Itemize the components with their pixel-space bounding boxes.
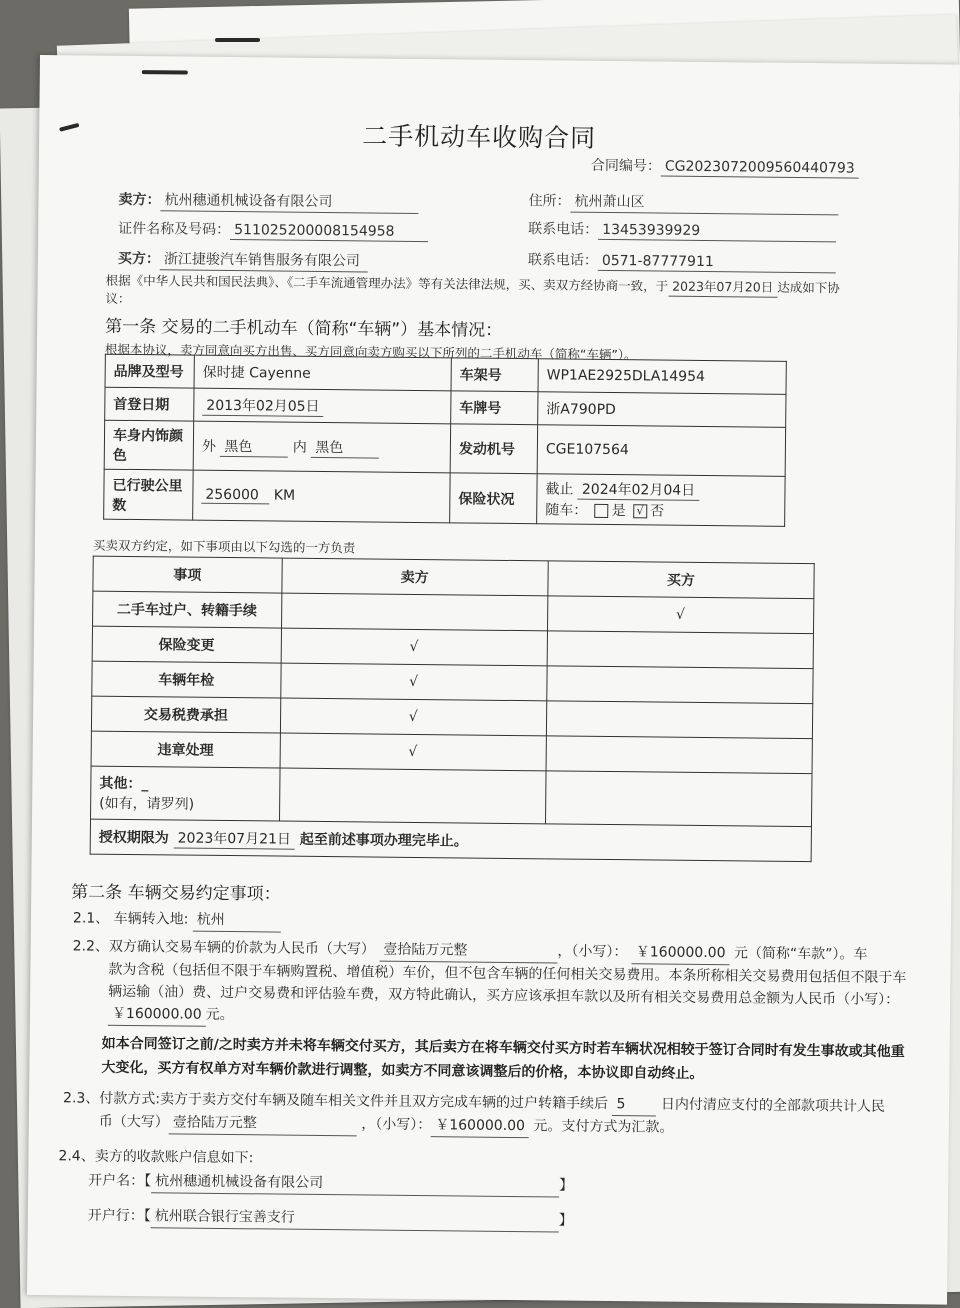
intro-paragraph: 根据《中华人民共和国民法典》、《二手车流通管理办法》等有关法律法规，买、卖双方经协商一致，于 2023年07月20日 达成如下协 bbox=[106, 271, 840, 299]
pen-mark bbox=[215, 38, 260, 42]
pen-mark bbox=[142, 70, 188, 74]
duties-head-seller: 卖方 bbox=[281, 558, 548, 596]
plate-value: 浙A790PD bbox=[538, 392, 786, 428]
mileage-label: 已行驶公里数 bbox=[104, 469, 194, 520]
clause-2-1: 2.1、 车辆转入地: 杭州 bbox=[73, 907, 281, 932]
article1-desc: 根据本协议，卖方同意向买方出售、买方同意向卖方购买以下所列的二手机动车（简称“车辆”）。 bbox=[104, 341, 637, 363]
duties-intro: 买卖双方约定，如下事项由以下勾选的一方负责 bbox=[92, 537, 356, 556]
duties-head-item: 事项 bbox=[93, 556, 282, 593]
vin-value: WP1AE2925DLA14954 bbox=[538, 359, 786, 395]
vin-label: 车架号 bbox=[451, 358, 538, 392]
table-row-other: 其他：_ (如有，请罗列) bbox=[91, 766, 813, 827]
reg-date-label: 首登日期 bbox=[105, 387, 194, 421]
brand-value: 保时捷 Cayenne bbox=[194, 355, 451, 391]
table-row: 交易税费承担 √ bbox=[91, 696, 812, 739]
vehicle-info-table bbox=[103, 354, 787, 527]
article1-heading: 第一条 交易的二手机动车（简称“车辆”）基本情况： bbox=[105, 316, 503, 341]
engine-value: CGE107564 bbox=[537, 425, 785, 477]
brand-label: 品牌及型号 bbox=[105, 354, 194, 388]
table-row: 车辆年检 √ bbox=[92, 661, 813, 704]
clause-2-4: 2.4、卖方的收款账户信息如下: 开户名：【 杭州穗通机械设备有限公司 】 开户行：【 杭州联合银行宝善支行 】 bbox=[58, 1145, 574, 1232]
seller-phone-row: 联系电话： 13453939929 bbox=[528, 218, 836, 242]
table-row: 违章处理 √ bbox=[91, 731, 812, 774]
document-title: 二手机动车收购合同 bbox=[362, 121, 597, 153]
clause-2-2: 2.2、双方确认交易车辆的价款为人民币（大写） 壹拾陆万元整 ，（小写）： ￥160000.00 元（简称“车款”）。车 款为含税（包括但不限于车辆购置税、增值税）车价，但不包含车辆的任何相关交易费用。本条所称相关交易费用包括但不限于车 辆运输（油）费、过户交易费和评估验车费，双方特此确认，买方应该承担车款以及所有相关交易费用总金额为人民币（小写）： ￥160000.00 元。 bbox=[72, 935, 903, 1034]
adjustment-clause: 如本合同签订之前/之时卖方并未将车辆交付买方，其后卖方在将车辆交付买方时若车辆状况相较于签订合同时有发生事故或其他重 大变化，买方有权单方对车辆价款进行调整，如卖方不同意该调整后的价格，本协议即自动终止。 bbox=[101, 1035, 905, 1083]
seller-id-row: 证件名称及号码： 511025200008154958 bbox=[118, 218, 428, 242]
buyer-name-row: 买方： 浙江捷骏汽车销售服务有限公司 bbox=[118, 248, 368, 273]
insurance-label: 保险状况 bbox=[450, 473, 538, 524]
color-cell: 外 黑色 内 黑色 bbox=[193, 421, 450, 473]
reg-date-cell: 2013年02月05日 bbox=[194, 388, 451, 424]
authorization-row: 授权期限为 2023年07月21日 起至前述事项办理完毕止。 bbox=[90, 819, 811, 862]
clause-2-3: 2.3、付款方式:卖方于卖方交付车辆及随车相关文件并且双方完成车辆的过户转籍手续后 5 日内付清应支付的全部款项共计人民 币（大写） 壹拾陆万元整 ，（小写）： ￥160000.00 元。支付方式为汇款。 bbox=[63, 1087, 885, 1142]
duties-table bbox=[90, 556, 815, 863]
table-row: 二手车过户、转籍手续 √ bbox=[93, 591, 814, 634]
insurance-yes-checkbox bbox=[595, 504, 609, 518]
contract-number: 合同编号： CG2023072009560440793 bbox=[591, 155, 859, 179]
intro-line2: 议： bbox=[105, 290, 131, 306]
plate-label: 车牌号 bbox=[451, 391, 538, 425]
color-label: 车身内饰颜色 bbox=[104, 420, 194, 470]
buyer-phone-row: 联系电话： 0571-87777911 bbox=[528, 249, 836, 273]
seller-name-row: 卖方： 杭州穗通机械设备有限公司 bbox=[118, 189, 418, 214]
duties-head-buyer: 买方 bbox=[548, 561, 815, 599]
insurance-cell: 截止 2024年02月04日 随车： 是 √ 否 bbox=[537, 474, 786, 527]
engine-label: 发动机号 bbox=[450, 424, 538, 474]
insurance-no-checkbox: √ bbox=[633, 504, 647, 518]
contract-page bbox=[27, 55, 960, 1305]
article2-heading: 第二条 车辆交易约定事项： bbox=[71, 882, 281, 905]
seller-address-row: 住所： 杭州萧山区 bbox=[528, 190, 838, 215]
table-row: 保险变更 √ bbox=[92, 626, 813, 669]
mileage-cell: 256000 KM bbox=[193, 470, 451, 523]
